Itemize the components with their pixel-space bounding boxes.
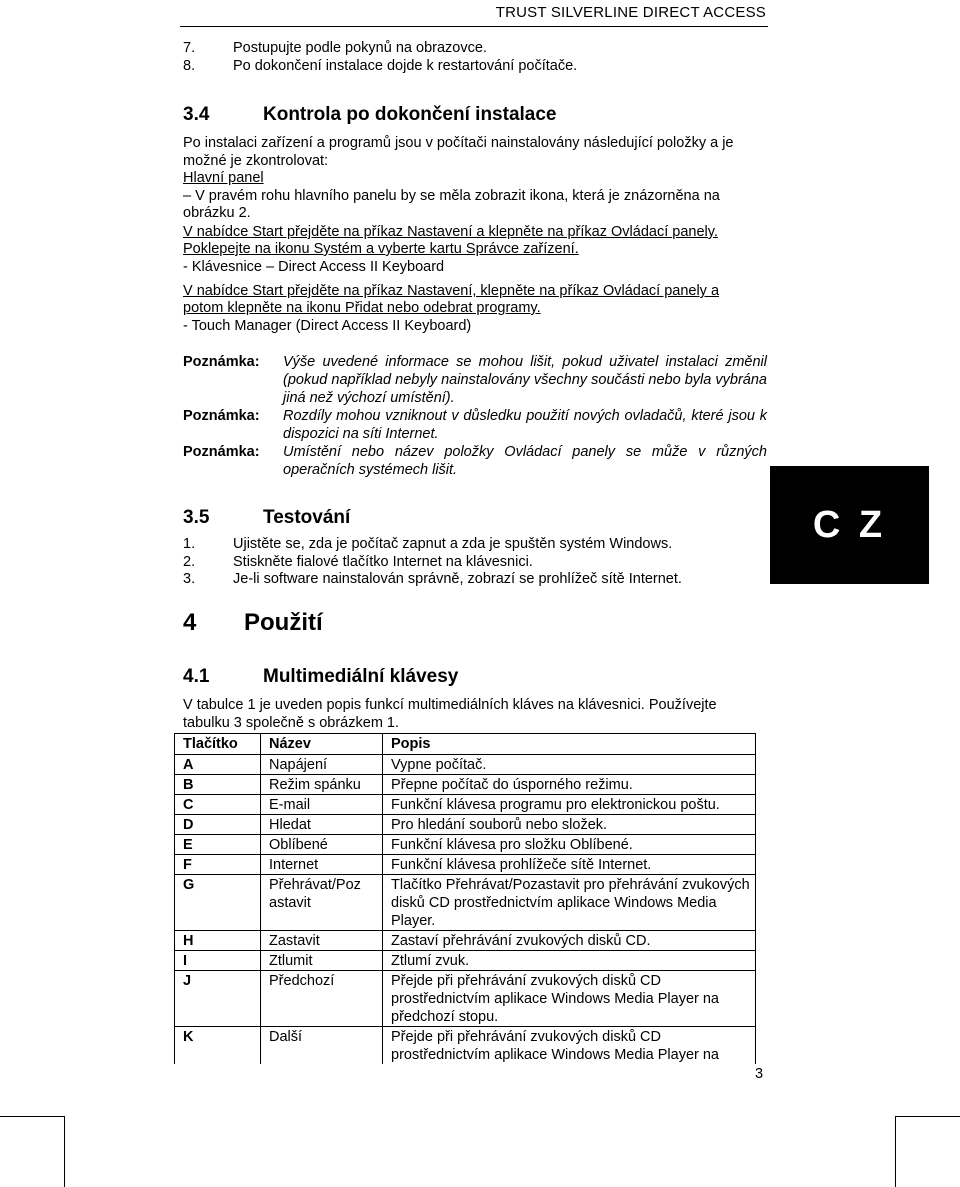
note-label: Poznámka: (183, 444, 260, 460)
key-cell: J (175, 971, 261, 1027)
touch-manager-item: - Touch Manager (Direct Access II Keyboard) (183, 318, 472, 334)
name-cell: Ztlumit (261, 951, 383, 971)
keyboard-item: - Klávesnice – Direct Access II Keyboard (183, 259, 445, 275)
section-number: 3.5 (183, 507, 210, 528)
name-cell: Další (261, 1027, 383, 1065)
test-step-2 (183, 554, 533, 572)
section-heading-3-5 (183, 507, 350, 529)
note-text: Rozdíly mohou vzniknout v důsledku použití nových ovladačů, které jsou k dispozici na síti Internet. (283, 408, 767, 442)
step-number: 8. (183, 58, 196, 74)
key-cell: K (175, 1027, 261, 1065)
step-7 (183, 40, 487, 58)
table-row (175, 971, 756, 1027)
key-cell: A (175, 755, 261, 775)
section-number: 4.1 (183, 666, 210, 687)
chapter-heading-4 (183, 609, 323, 637)
table-row (175, 815, 756, 835)
table-row (175, 835, 756, 855)
section-heading-3-4 (183, 104, 557, 126)
intro-line-2: možné je zkontrolovat: (183, 153, 329, 169)
desc-cell: Tlačítko Přehrávat/Pozastavit pro přehrávání zvukových disků CD prostřednictvím aplikace Windows Media Player. (383, 875, 756, 931)
desc-cell: Přepne počítač do úsporného režimu. (383, 775, 756, 795)
desc-cell: Funkční klávesa prohlížeče sítě Internet. (383, 855, 756, 875)
desc-cell: Vypne počítač. (383, 755, 756, 775)
page-number: 3 (755, 1066, 764, 1082)
key-cell: E (175, 835, 261, 855)
column-header: Tlačítko (175, 734, 261, 755)
running-header: TRUST SILVERLINE DIRECT ACCESS (495, 4, 766, 21)
key-cell: D (175, 815, 261, 835)
table-row (175, 775, 756, 795)
name-cell: Oblíbené (261, 835, 383, 855)
header-rule (180, 26, 768, 27)
step-8 (183, 58, 577, 76)
step-text: Je-li software nainstalován správně, zobrazí se prohlížeč sítě Internet. (233, 571, 682, 587)
main-panel-heading: Hlavní panel (183, 170, 264, 186)
desc-cell: Pro hledání souborů nebo složek. (383, 815, 756, 835)
note-text: Výše uvedené informace se mohou lišit, pokud uživatel instalaci změnil (pokud například nebyly nainstalovány všechny součásti nebo byla vybrána jiná než výchozí umístění). (283, 354, 767, 406)
desc-cell: Funkční klávesa programu pro elektronickou poštu. (383, 795, 756, 815)
table-row (175, 795, 756, 815)
tray-line-2: obrázku 2. (183, 205, 251, 221)
name-cell: Předchozí (261, 971, 383, 1027)
crop-mark (895, 1116, 960, 1117)
step-text: Stiskněte fialové tlačítko Internet na klávesnici. (233, 554, 533, 570)
name-cell: E-mail (261, 795, 383, 815)
section-title: Testování (263, 507, 351, 528)
table-row (175, 951, 756, 971)
name-cell: Napájení (261, 755, 383, 775)
step-number: 2. (183, 554, 196, 570)
key-cell: B (175, 775, 261, 795)
name-cell: Hledat (261, 815, 383, 835)
step-text: Po dokončení instalace dojde k restartování počítače. (233, 58, 578, 74)
test-step-3 (183, 571, 682, 589)
desc-cell: Přejde při přehrávání zvukových disků CD prostřednictvím aplikace Windows Media Player na (383, 1027, 756, 1065)
key-cell: I (175, 951, 261, 971)
step-text: Ujistěte se, zda je počítač zapnut a zda je spuštěn systém Windows. (233, 536, 673, 552)
desc-cell: Přejde při přehrávání zvukových disků CD prostřednictvím aplikace Windows Media Player na předchozí stopu. (383, 971, 756, 1027)
name-cell: Zastavit (261, 931, 383, 951)
tray-line-1: – V pravém rohu hlavního panelu by se měla zobrazit ikona, která je znázorněna na (183, 188, 720, 204)
desc-cell: Funkční klávesa pro složku Oblíbené. (383, 835, 756, 855)
column-header: Název (261, 734, 383, 755)
table-row (175, 1027, 756, 1065)
control-panel-line-2: Poklepejte na ikonu Systém a vyberte kartu Správce zařízení. (183, 241, 579, 257)
table-row (175, 755, 756, 775)
table-intro-line-2: tabulku 3 společně s obrázkem 1. (183, 715, 400, 731)
table-intro-line-1: V tabulce 1 je uveden popis funkcí multimediálních kláves na klávesnici. Používejte (183, 697, 717, 713)
desc-cell: Zastaví přehrávání zvukových disků CD. (383, 931, 756, 951)
key-cell: H (175, 931, 261, 951)
multimedia-keys-table (174, 733, 756, 1064)
chapter-title: Použití (244, 609, 323, 636)
step-number: 3. (183, 571, 196, 587)
crop-mark (64, 1116, 65, 1187)
note-text: Umístění nebo název položky Ovládací panely se může v různých operačních systémech lišit. (283, 444, 767, 478)
control-panel-line-1: V nabídce Start přejděte na příkaz Nastavení a klepněte na příkaz Ovládací panely. (183, 224, 718, 240)
section-title: Kontrola po dokončení instalace (263, 104, 557, 125)
name-cell: Režim spánku (261, 775, 383, 795)
test-step-1 (183, 536, 672, 554)
section-number: 3.4 (183, 104, 210, 125)
table-header-row (175, 734, 756, 755)
language-tab: C Z (770, 466, 929, 584)
table-row (175, 855, 756, 875)
desc-cell: Ztlumí zvuk. (383, 951, 756, 971)
key-cell: G (175, 875, 261, 931)
step-text: Postupujte podle pokynů na obrazovce. (233, 40, 487, 56)
step-number: 1. (183, 536, 196, 552)
note-label: Poznámka: (183, 408, 260, 424)
note-label: Poznámka: (183, 354, 260, 370)
step-number: 7. (183, 40, 196, 56)
key-cell: C (175, 795, 261, 815)
key-cell: F (175, 855, 261, 875)
intro-line-1: Po instalaci zařízení a programů jsou v počítači nainstalovány následující položky a je (183, 135, 734, 151)
name-cell: Přehrávat/Poz astavit (261, 875, 383, 931)
add-remove-line-2: potom klepněte na ikonu Přidat nebo odebrat programy. (183, 300, 541, 316)
crop-mark (0, 1116, 65, 1117)
add-remove-line-1: V nabídce Start přejděte na příkaz Nastavení, klepněte na příkaz Ovládací panely a (183, 283, 720, 299)
chapter-number: 4 (183, 609, 197, 636)
crop-mark (895, 1116, 896, 1187)
table-row (175, 875, 756, 931)
column-header: Popis (383, 734, 756, 755)
section-title: Multimediální klávesy (263, 666, 459, 687)
table-row (175, 931, 756, 951)
section-heading-4-1 (183, 666, 458, 688)
name-cell: Internet (261, 855, 383, 875)
